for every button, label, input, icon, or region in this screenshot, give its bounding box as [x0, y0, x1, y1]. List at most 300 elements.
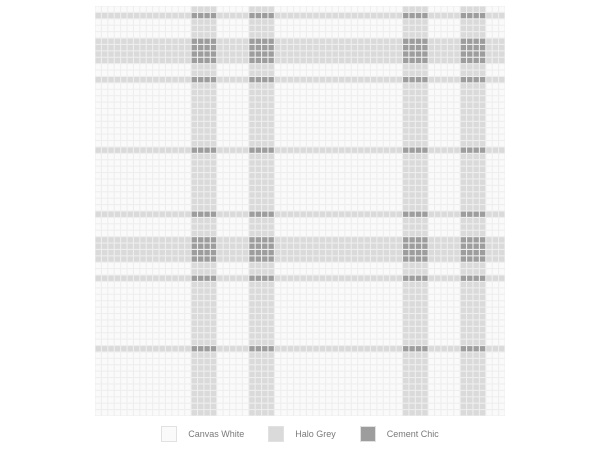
mosaic-tile [128, 115, 133, 120]
mosaic-tile [301, 19, 306, 24]
mosaic-tile [217, 385, 222, 390]
mosaic-tile [256, 186, 261, 191]
mosaic-tile [435, 115, 440, 120]
mosaic-tile [390, 58, 395, 63]
mosaic-tile [301, 64, 306, 69]
mosaic-tile [179, 13, 184, 18]
mosaic-tile [493, 122, 498, 127]
mosaic-tile [435, 77, 440, 82]
mosaic-tile [333, 359, 338, 364]
mosaic-tile [461, 147, 466, 152]
mosaic-tile [397, 391, 402, 396]
mosaic-tile [454, 301, 459, 306]
mosaic-tile [345, 237, 350, 242]
mosaic-tile [377, 224, 382, 229]
mosaic-tile [358, 212, 363, 217]
mosaic-tile [448, 410, 453, 415]
mosaic-tile [339, 83, 344, 88]
mosaic-tile [179, 231, 184, 236]
mosaic-tile [397, 205, 402, 210]
mosaic-tile [474, 58, 479, 63]
mosaic-tile [429, 397, 434, 402]
mosaic-tile [166, 410, 171, 415]
mosaic-tile [499, 295, 504, 300]
mosaic-tile [358, 352, 363, 357]
mosaic-tile [499, 372, 504, 377]
mosaic-tile [371, 192, 376, 197]
mosaic-tile [102, 295, 107, 300]
mosaic-tile [224, 103, 229, 108]
mosaic-tile [236, 64, 241, 69]
mosaic-tile [352, 58, 357, 63]
mosaic-tile [172, 13, 177, 18]
mosaic-tile [198, 58, 203, 63]
mosaic-tile [108, 397, 113, 402]
mosaic-tile [166, 135, 171, 140]
mosaic-tile [474, 244, 479, 249]
mosaic-tile [96, 340, 101, 345]
mosaic-tile [358, 147, 363, 152]
mosaic-tile [102, 186, 107, 191]
mosaic-tile [416, 39, 421, 44]
mosaic-tile [377, 276, 382, 281]
mosaic-tile [480, 115, 485, 120]
mosaic-tile [403, 269, 408, 274]
mosaic-tile [352, 103, 357, 108]
mosaic-tile [333, 218, 338, 223]
mosaic-tile [486, 58, 491, 63]
mosaic-tile [326, 244, 331, 249]
mosaic-tile [352, 26, 357, 31]
mosaic-tile [108, 186, 113, 191]
mosaic-tile [339, 192, 344, 197]
mosaic-tile [416, 295, 421, 300]
mosaic-tile [192, 212, 197, 217]
mosaic-tile [448, 186, 453, 191]
mosaic-tile [339, 263, 344, 268]
mosaic-tile [397, 218, 402, 223]
mosaic-tile [345, 13, 350, 18]
mosaic-tile [429, 352, 434, 357]
mosaic-tile [480, 192, 485, 197]
mosaic-tile [448, 141, 453, 146]
mosaic-tile [96, 237, 101, 242]
mosaic-tile [147, 154, 152, 159]
mosaic-tile [236, 39, 241, 44]
mosaic-tile [454, 263, 459, 268]
mosaic-tile [140, 231, 145, 236]
mosaic-tile [377, 77, 382, 82]
mosaic-tile [454, 128, 459, 133]
mosaic-tile [313, 397, 318, 402]
mosaic-tile [294, 244, 299, 249]
mosaic-tile [198, 410, 203, 415]
mosaic-tile [217, 295, 222, 300]
mosaic-tile [192, 109, 197, 114]
mosaic-tile [384, 71, 389, 76]
mosaic-tile [397, 314, 402, 319]
mosaic-tile [474, 218, 479, 223]
mosaic-tile [397, 13, 402, 18]
mosaic-tile [243, 263, 248, 268]
mosaic-tile [313, 269, 318, 274]
mosaic-tile [269, 276, 274, 281]
mosaic-tile [384, 141, 389, 146]
mosaic-tile [166, 192, 171, 197]
mosaic-tile [435, 39, 440, 44]
mosaic-tile [429, 320, 434, 325]
mosaic-tile [422, 96, 427, 101]
mosaic-tile [128, 256, 133, 261]
mosaic-tile [121, 385, 126, 390]
mosaic-tile [467, 276, 472, 281]
mosaic-tile [409, 340, 414, 345]
mosaic-tile [288, 340, 293, 345]
mosaic-tile [493, 39, 498, 44]
mosaic-tile [121, 205, 126, 210]
mosaic-tile [486, 256, 491, 261]
mosaic-tile [134, 83, 139, 88]
mosaic-tile [403, 122, 408, 127]
mosaic-tile [185, 269, 190, 274]
mosaic-tile [345, 385, 350, 390]
mosaic-tile [256, 58, 261, 63]
mosaic-tile [377, 154, 382, 159]
mosaic-tile [397, 192, 402, 197]
mosaic-tile [422, 276, 427, 281]
mosaic-tile [461, 122, 466, 127]
mosaic-tile [134, 218, 139, 223]
mosaic-tile [140, 83, 145, 88]
mosaic-tile [147, 237, 152, 242]
mosaic-tile [179, 378, 184, 383]
mosaic-tile [288, 115, 293, 120]
mosaic-tile [262, 391, 267, 396]
mosaic-tile [217, 269, 222, 274]
mosaic-tile [313, 51, 318, 56]
mosaic-tile [333, 199, 338, 204]
mosaic-tile [96, 96, 101, 101]
mosaic-tile [320, 308, 325, 313]
mosaic-tile [493, 205, 498, 210]
legend-label-canvas-white: Canvas White [188, 429, 245, 439]
mosaic-tile [198, 19, 203, 24]
mosaic-tile [320, 83, 325, 88]
mosaic-tile [313, 186, 318, 191]
mosaic-tile [493, 160, 498, 165]
mosaic-tile [377, 96, 382, 101]
mosaic-tile [198, 372, 203, 377]
mosaic-tile [179, 397, 184, 402]
mosaic-tile [409, 7, 414, 12]
mosaic-tile [230, 320, 235, 325]
mosaic-tile [256, 288, 261, 293]
mosaic-tile [333, 282, 338, 287]
mosaic-tile [301, 410, 306, 415]
mosaic-tile [198, 147, 203, 152]
mosaic-tile [134, 77, 139, 82]
mosaic-tile [441, 224, 446, 229]
mosaic-tile [198, 352, 203, 357]
mosaic-tile [480, 83, 485, 88]
mosaic-tile [326, 96, 331, 101]
mosaic-tile [179, 263, 184, 268]
mosaic-tile [211, 372, 216, 377]
mosaic-tile [403, 250, 408, 255]
mosaic-tile [493, 365, 498, 370]
mosaic-tile [243, 128, 248, 133]
mosaic-tile [339, 13, 344, 18]
mosaic-tile [461, 77, 466, 82]
mosaic-tile [397, 256, 402, 261]
mosaic-tile [198, 346, 203, 351]
mosaic-tile [345, 404, 350, 409]
mosaic-tile [365, 199, 370, 204]
mosaic-tile [403, 314, 408, 319]
mosaic-tile [422, 167, 427, 172]
mosaic-tile [96, 404, 101, 409]
mosaic-tile [96, 167, 101, 172]
mosaic-tile [422, 45, 427, 50]
mosaic-tile [461, 250, 466, 255]
mosaic-tile [128, 378, 133, 383]
mosaic-tile [480, 58, 485, 63]
mosaic-tile [275, 282, 280, 287]
mosaic-tile [416, 276, 421, 281]
mosaic-tile [422, 256, 427, 261]
mosaic-tile [345, 186, 350, 191]
mosaic-tile [371, 378, 376, 383]
mosaic-tile [486, 19, 491, 24]
mosaic-tile [294, 51, 299, 56]
mosaic-tile [211, 250, 216, 255]
mosaic-tile [262, 192, 267, 197]
mosaic-tile [96, 218, 101, 223]
mosaic-tile [390, 180, 395, 185]
mosaic-tile [281, 109, 286, 114]
mosaic-tile [307, 83, 312, 88]
mosaic-tile [281, 205, 286, 210]
mosaic-tile [371, 109, 376, 114]
mosaic-tile [211, 237, 216, 242]
mosaic-tile [204, 115, 209, 120]
mosaic-tile [147, 51, 152, 56]
mosaic-tile [198, 385, 203, 390]
mosaic-tile [179, 320, 184, 325]
mosaic-tile [486, 308, 491, 313]
mosaic-tile [294, 135, 299, 140]
mosaic-tile [134, 276, 139, 281]
mosaic-tile [262, 327, 267, 332]
mosaic-tile [243, 64, 248, 69]
mosaic-tile [345, 199, 350, 204]
mosaic-tile [301, 218, 306, 223]
mosaic-tile [422, 147, 427, 152]
mosaic-tile [377, 122, 382, 127]
mosaic-tile [102, 308, 107, 313]
mosaic-tile [198, 250, 203, 255]
mosaic-tile [204, 320, 209, 325]
mosaic-tile [403, 346, 408, 351]
mosaic-tile [467, 385, 472, 390]
mosaic-tile [345, 192, 350, 197]
mosaic-tile [422, 173, 427, 178]
mosaic-tile [480, 276, 485, 281]
mosaic-tile [441, 237, 446, 242]
mosaic-tile [115, 32, 120, 37]
mosaic-tile [467, 256, 472, 261]
mosaic-tile [480, 167, 485, 172]
mosaic-tile [307, 391, 312, 396]
mosaic-tile [454, 199, 459, 204]
mosaic-tile [384, 154, 389, 159]
mosaic-tile [365, 288, 370, 293]
mosaic-tile [339, 295, 344, 300]
mosaic-tile [256, 372, 261, 377]
mosaic-tile [128, 71, 133, 76]
mosaic-tile [390, 103, 395, 108]
mosaic-tile [198, 96, 203, 101]
mosaic-tile [403, 327, 408, 332]
mosaic-tile [499, 32, 504, 37]
mosaic-tile [486, 288, 491, 293]
mosaic-tile [269, 288, 274, 293]
mosaic-tile [345, 340, 350, 345]
mosaic-tile [108, 391, 113, 396]
mosaic-tile [256, 231, 261, 236]
mosaic-tile [301, 244, 306, 249]
mosaic-tile [147, 340, 152, 345]
mosaic-tile [134, 346, 139, 351]
mosaic-tile [256, 45, 261, 50]
mosaic-tile [493, 45, 498, 50]
mosaic-tile [499, 282, 504, 287]
mosaic-tile [281, 263, 286, 268]
mosaic-tile [204, 359, 209, 364]
mosaic-tile [153, 333, 158, 338]
mosaic-tile [486, 391, 491, 396]
mosaic-tile [313, 141, 318, 146]
mosaic-tile [301, 391, 306, 396]
mosaic-tile [390, 212, 395, 217]
mosaic-tile [96, 391, 101, 396]
mosaic-tile [217, 180, 222, 185]
mosaic-tile [416, 410, 421, 415]
mosaic-tile [153, 141, 158, 146]
mosaic-tile [474, 346, 479, 351]
mosaic-tile [153, 352, 158, 357]
mosaic-tile [166, 320, 171, 325]
mosaic-tile [358, 391, 363, 396]
mosaic-tile [326, 205, 331, 210]
mosaic-tile [429, 128, 434, 133]
mosaic-tile [192, 186, 197, 191]
mosaic-tile [269, 77, 274, 82]
mosaic-tile [96, 90, 101, 95]
mosaic-tile [115, 90, 120, 95]
mosaic-tile [172, 320, 177, 325]
mosaic-tile [275, 64, 280, 69]
mosaic-tile [307, 372, 312, 377]
mosaic-tile [384, 205, 389, 210]
mosaic-tile [243, 397, 248, 402]
mosaic-tile [224, 58, 229, 63]
mosaic-tile [249, 39, 254, 44]
mosaic-tile [288, 96, 293, 101]
mosaic-tile [352, 160, 357, 165]
mosaic-tile [320, 346, 325, 351]
mosaic-tile [198, 256, 203, 261]
mosaic-tile [474, 250, 479, 255]
mosaic-tile [429, 109, 434, 114]
mosaic-tile [390, 109, 395, 114]
mosaic-tile [333, 301, 338, 306]
mosaic-tile [160, 186, 165, 191]
mosaic-tile [352, 128, 357, 133]
mosaic-tile [256, 39, 261, 44]
mosaic-tile [140, 180, 145, 185]
mosaic-tile [422, 231, 427, 236]
mosaic-tile [397, 71, 402, 76]
mosaic-tile [390, 122, 395, 127]
mosaic-tile [121, 71, 126, 76]
mosaic-tile [288, 244, 293, 249]
mosaic-tile [275, 372, 280, 377]
mosaic-tile [403, 231, 408, 236]
mosaic-tile [198, 224, 203, 229]
mosaic-tile [339, 256, 344, 261]
mosaic-tile [358, 404, 363, 409]
mosaic-tile [269, 295, 274, 300]
mosaic-tile [454, 13, 459, 18]
mosaic-tile [236, 186, 241, 191]
mosaic-tile [102, 13, 107, 18]
mosaic-tile [339, 301, 344, 306]
mosaic-tile [294, 199, 299, 204]
mosaic-tile [179, 32, 184, 37]
mosaic-tile [236, 51, 241, 56]
mosaic-tile [217, 51, 222, 56]
mosaic-tile [339, 45, 344, 50]
mosaic-tile [474, 256, 479, 261]
mosaic-tile [307, 231, 312, 236]
mosaic-tile [211, 180, 216, 185]
mosaic-tile [281, 237, 286, 242]
mosaic-tile [371, 96, 376, 101]
mosaic-tile [236, 135, 241, 140]
mosaic-tile [269, 231, 274, 236]
mosaic-tile [243, 410, 248, 415]
mosaic-tile [166, 103, 171, 108]
mosaic-tile [320, 19, 325, 24]
mosaic-tile [198, 320, 203, 325]
mosaic-tile [441, 352, 446, 357]
mosaic-tile [160, 128, 165, 133]
mosaic-tile [108, 45, 113, 50]
mosaic-tile [320, 263, 325, 268]
mosaic-tile [365, 26, 370, 31]
mosaic-tile [256, 295, 261, 300]
mosaic-tile [172, 45, 177, 50]
mosaic-tile [486, 13, 491, 18]
mosaic-tile [320, 180, 325, 185]
mosaic-tile [448, 250, 453, 255]
mosaic-tile [166, 199, 171, 204]
mosaic-tile [390, 397, 395, 402]
mosaic-tile [115, 397, 120, 402]
mosaic-tile [281, 276, 286, 281]
mosaic-tile [371, 404, 376, 409]
